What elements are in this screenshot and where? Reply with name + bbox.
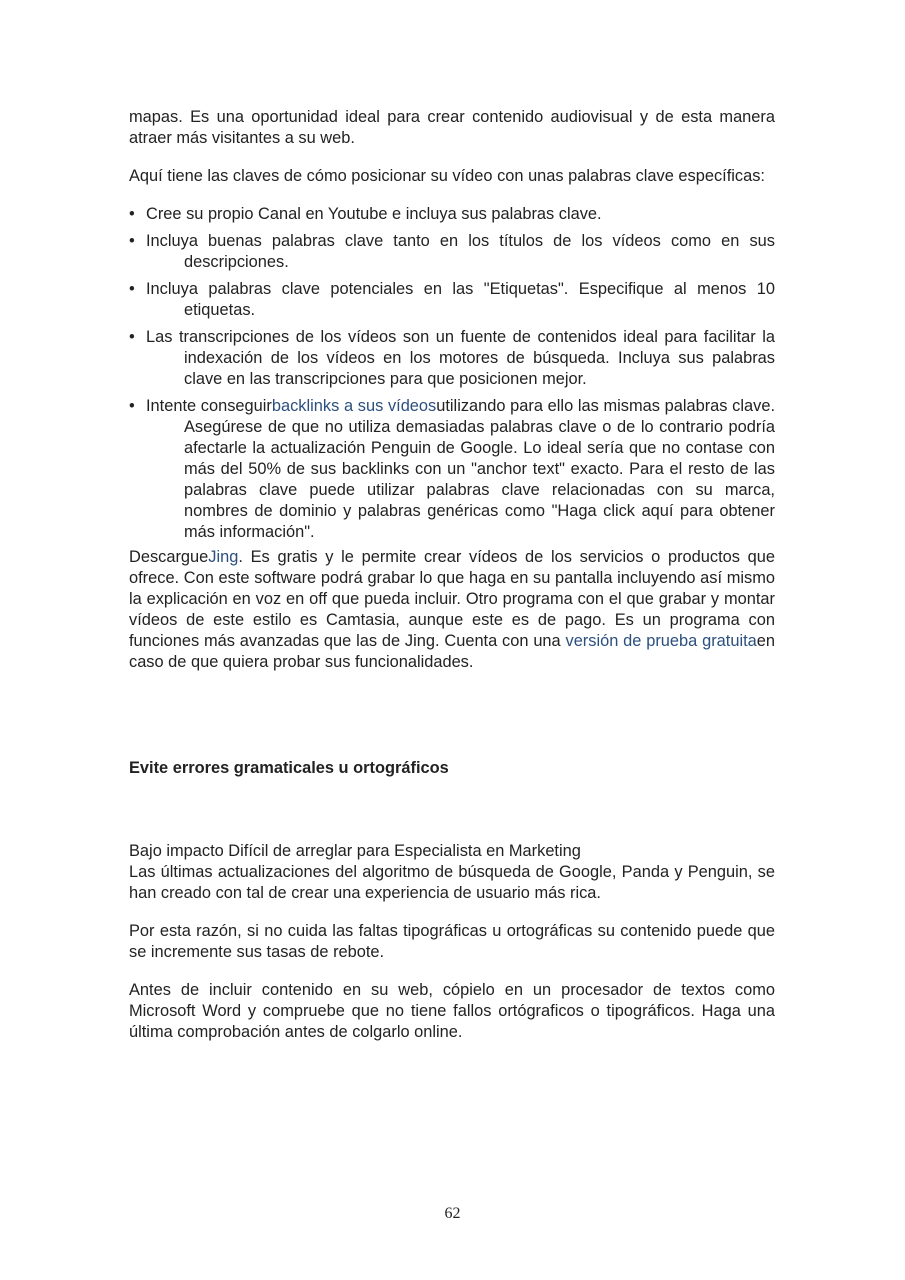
list-item-text: Cree su propio Canal en Youtube e incluya sus palabras clave. <box>146 205 602 223</box>
section-paragraph-1: Las últimas actualizaciones del algoritmo de búsqueda de Google, Panda y Penguin, se han creado con tal de crear una experiencia de usuario más rica. <box>129 863 775 902</box>
list-item-text: Incluya buenas palabras clave tanto en los títulos de los vídeos como en sus descripciones. <box>146 232 775 271</box>
list-item <box>129 279 775 321</box>
bullet-icon: • <box>129 232 135 250</box>
page-number: 62 <box>444 1205 461 1222</box>
section-paragraph-3: Antes de incluir contenido en su web, cópielo en un procesador de textos como Microsoft Word y compruebe que no tiene fallos ortógraficos o tipográficos. Haga una última comprobación antes de colgarlo online. <box>129 981 775 1041</box>
list-item <box>129 396 775 543</box>
list-item <box>129 327 775 390</box>
list-item-text: Las transcripciones de los vídeos son un fuente de contenidos ideal para facilitar la indexación de los vídeos en los motores de búsqueda. Incluya sus palabras clave en las transcripciones para que posicionen mejor. <box>146 328 775 388</box>
tips-list <box>129 204 775 543</box>
list-item <box>129 204 775 225</box>
backlinks-link[interactable]: backlinks a sus vídeos <box>271 397 437 415</box>
intro-paragraph-2: Aquí tiene las claves de cómo posicionar su vídeo con unas palabras clave específicas: <box>129 167 765 185</box>
document-page <box>129 107 775 1043</box>
bullet-icon: • <box>129 397 135 415</box>
intro-paragraph-1: mapas. Es una oportunidad ideal para crear contenido audiovisual y de esta manera atraer más visitantes a su web. <box>129 108 775 147</box>
jing-paragraph <box>129 547 775 673</box>
bullet-icon: • <box>129 328 135 346</box>
list-item-text: Incluya palabras clave potenciales en las "Etiquetas". Especifique al menos 10 etiquetas. <box>146 280 775 319</box>
section-meta: Bajo impacto Difícil de arreglar para Especialista en Marketing <box>129 842 581 860</box>
section-heading: Evite errores gramaticales u ortográficos <box>129 759 449 777</box>
list-item-text: utilizando para ello las mismas palabras clave. Asegúrese de que no utiliza demasiadas palabras clave o de lo contrario podría afectarle la actualización Penguin de Google. Lo ideal sería que no contase con más del 50% de sus backlinks con un "anchor text" exacto. Para el resto de las palabras clave puede utilizar palabras clave relacionadas con su marca, nombres de dominio y palabras genéricas como "Haga click aquí para obtener más información". <box>184 397 775 541</box>
bullet-icon: • <box>129 205 135 223</box>
list-item <box>129 231 775 273</box>
jing-text-middle: . Es gratis y le permite crear vídeos de los servicios o productos que ofrece. Con este software podrá grabar lo que haga en su pantalla incluyendo así mismo la explicación en voz en off que pueda incluir. Otro programa con el que grabar y montar vídeos de este estilo es Camtasia, aunque este es de pago. Es un programa con funciones más avanzadas que las de Jing. Cuenta con una <box>129 548 775 650</box>
jing-text-after: en caso de que quiera probar sus funcionalidades. <box>129 632 776 671</box>
section-paragraph-2: Por esta razón, si no cuida las faltas tipográficas u ortográficas su contenido puede que se incremente sus tasas de rebote. <box>129 922 775 961</box>
jing-text-before: Descargue <box>129 548 209 566</box>
free-trial-link[interactable]: versión de prueba gratuita <box>565 632 757 650</box>
jing-link[interactable]: Jing <box>208 548 239 566</box>
bullet-icon: • <box>129 280 135 298</box>
list-item-text: Intente conseguir <box>146 397 272 415</box>
